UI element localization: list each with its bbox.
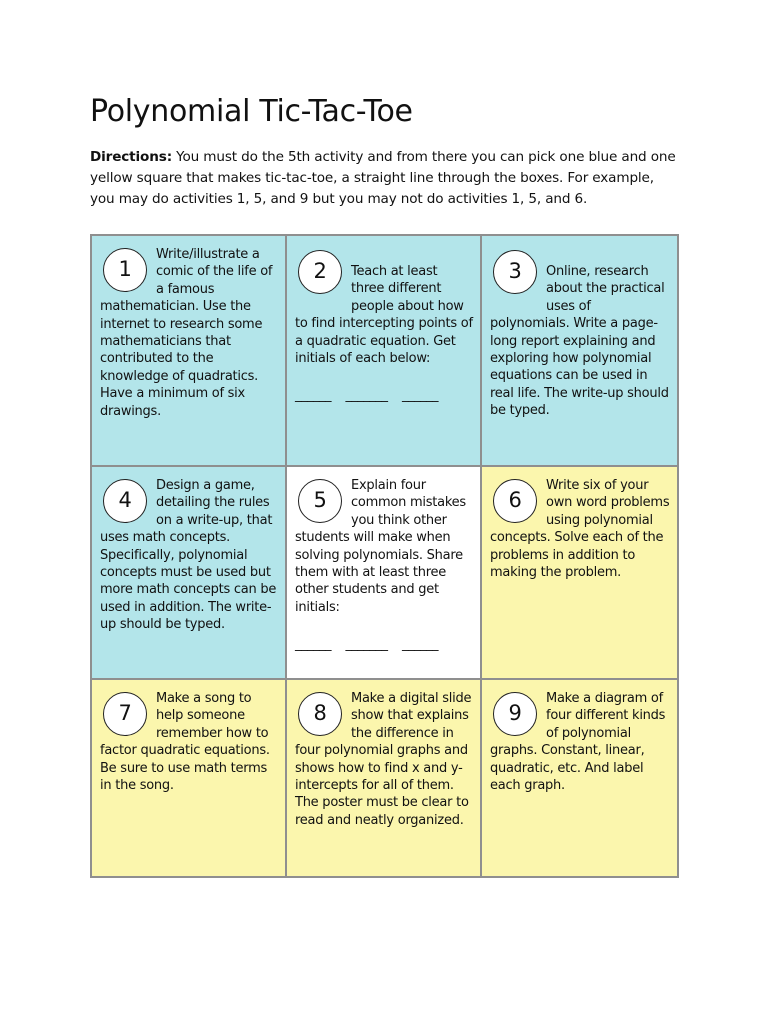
activity-number-circle: 5 bbox=[298, 479, 342, 523]
directions-label: Directions: bbox=[90, 149, 172, 165]
activity-text: Write/illustrate a comic of the life of a famous mathematician. Use the internet to research some mathematicians that contributed to the knowledge of quadratics. Have a minimum of six drawings. bbox=[100, 247, 273, 419]
activity-text: Online, research about the practical uses of polynomials. Write a page-long report explaining and exploring how polynomial equations can be used in real life. The write-up should be typed. bbox=[490, 264, 669, 419]
initials-blanks: ______ _______ ______ bbox=[295, 637, 439, 653]
activity-cell-8 bbox=[287, 680, 482, 876]
activity-text: Write six of your own word problems using polynomial concepts. Solve each of the problems in addition to making the problem. bbox=[490, 478, 670, 581]
directions-text: You must do the 5th activity and from there you can pick one blue and one yellow square that makes tic-tac-toe, a straight line through the boxes. For example, you may do activities 1, 5, and 9 but you may not do activities 1, 5, and 6. bbox=[90, 149, 676, 207]
activity-cell-7 bbox=[92, 680, 287, 876]
activity-number-circle: 4 bbox=[103, 479, 147, 523]
page-title: Polynomial Tic-Tac-Toe bbox=[90, 94, 413, 129]
activity-number-circle: 6 bbox=[493, 479, 537, 523]
activity-text: Make a digital slide show that explains the difference in four polynomial graphs and shows how to find x and y-intercepts for all of them. The poster must be clear to read and neatly organized. bbox=[295, 691, 472, 828]
directions-paragraph bbox=[90, 147, 680, 210]
activity-text: Design a game, detailing the rules on a write-up, that uses math concepts. Specifically, polynomial concepts must be used but more math concepts can be used in addition. The write-up should be typed. bbox=[100, 478, 277, 633]
activity-cell-2 bbox=[287, 236, 482, 467]
activity-cell-4 bbox=[92, 467, 287, 680]
activity-text: Teach at least three different people about how to find intercepting points of a quadratic equation. Get initials of each below: bbox=[295, 264, 473, 367]
activity-cell-6 bbox=[482, 467, 677, 680]
activity-number-circle: 3 bbox=[493, 250, 537, 294]
initials-blanks: ______ _______ ______ bbox=[295, 388, 439, 404]
activity-cell-5 bbox=[287, 467, 482, 680]
activity-number-circle: 1 bbox=[103, 248, 147, 292]
activity-number-circle: 7 bbox=[103, 692, 147, 736]
activity-text: Make a song to help someone remember how to factor quadratic equations. Be sure to use math terms in the song. bbox=[100, 691, 270, 794]
activity-number-circle: 2 bbox=[298, 250, 342, 294]
activity-cell-1 bbox=[92, 236, 287, 467]
activity-text: Make a diagram of four different kinds of polynomial graphs. Constant, linear, quadratic, etc. And label each graph. bbox=[490, 691, 666, 794]
activity-cell-3 bbox=[482, 236, 677, 467]
activity-number-circle: 9 bbox=[493, 692, 537, 736]
tic-tac-toe-grid bbox=[90, 234, 679, 878]
activity-cell-9 bbox=[482, 680, 677, 876]
activity-text: Explain four common mistakes you think other students will make when solving polynomials. Share them with at least three other students and get initials: bbox=[295, 478, 466, 615]
activity-number-circle: 8 bbox=[298, 692, 342, 736]
